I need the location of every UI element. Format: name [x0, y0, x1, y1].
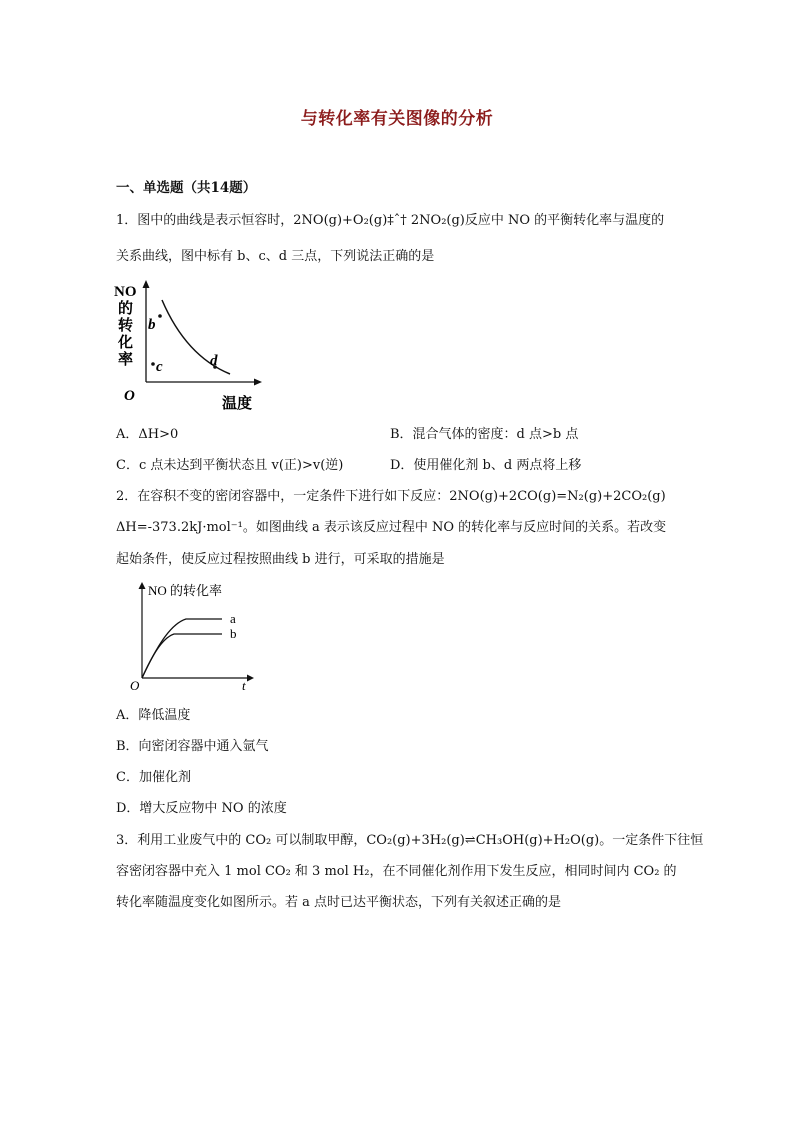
- q1-ylabel-de: 的: [118, 301, 134, 317]
- q1-stem-line-2: 关系曲线，图中标有 b、c、d 三点，下列说法正确的是: [116, 249, 435, 264]
- section-heading: 一、单选题（共14题）: [116, 180, 257, 196]
- q1-ylabel-hua: 化: [118, 335, 134, 351]
- q1-option-a[interactable]: A．ΔH>0: [116, 427, 179, 442]
- q2-figure: [126, 578, 266, 694]
- q1-ylabel-lv: 率: [118, 352, 134, 368]
- q2-xlabel: t: [242, 678, 246, 693]
- q1-option-b[interactable]: B．混合气体的密度：d 点>b 点: [390, 427, 579, 442]
- q2-ylabel: NO 的转化率: [148, 583, 223, 598]
- q1-y-arrow: [143, 280, 150, 288]
- q1-origin-label: O: [124, 388, 135, 404]
- q1-option-c[interactable]: C．c 点未达到平衡状态且 v(正)>v(逆): [116, 458, 344, 473]
- q2-curve-a-label: a: [230, 611, 236, 626]
- q2-option-a[interactable]: A．降低温度: [116, 708, 191, 723]
- q2-option-b[interactable]: B．向密闭容器中通入氩气: [116, 739, 269, 754]
- q1-point-c-dot: [151, 362, 155, 366]
- q1-point-c-label: c: [156, 359, 163, 375]
- q1-ylabel-no: NO: [114, 284, 137, 300]
- q2-origin-label: O: [130, 678, 140, 693]
- q1-figure: [112, 278, 272, 412]
- q1-x-arrow: [254, 379, 262, 386]
- page-title: 与转化率有关图像的分析: [300, 109, 494, 129]
- q2-stem-line-3: 起始条件，使反应过程按照曲线 b 进行，可采取的措施是: [116, 552, 445, 567]
- q1-xlabel: 温度: [222, 396, 253, 412]
- q2-option-c[interactable]: C．加催化剂: [116, 770, 191, 785]
- q1-stem-line-1: 1．图中的曲线是表示恒容时，2NO(g)+O₂(g)‡ˆ† 2NO₂(g)反应中 NO 的平衡转化率与温度的: [116, 213, 665, 228]
- q2-stem-line-1: 2．在容积不变的密闭容器中，一定条件下进行如下反应：2NO(g)+2CO(g)=N₂(g)+2CO₂(g): [116, 489, 666, 504]
- q1-option-d[interactable]: D．使用催化剂 b、d 两点将上移: [390, 458, 582, 473]
- q3-stem-line-2: 容密闭容器中充入 1 mol CO₂ 和 3 mol H₂，在不同催化剂作用下发生反应，相同时间内 CO₂ 的: [116, 864, 677, 879]
- q1-point-b-label: b: [148, 317, 156, 333]
- q2-stem-line-2: ΔH=-373.2kJ·mol⁻¹。如图曲线 a 表示该反应过程中 NO 的转化率与反应时间的关系。若改变: [116, 520, 667, 535]
- q2-curve-b: [142, 634, 222, 678]
- q2-y-arrow: [139, 582, 146, 589]
- q3-stem-line-1: 3．利用工业废气中的 CO₂ 可以制取甲醇，CO₂(g)+3H₂(g)⇌CH₃OH(g)+H₂O(g)。一定条件下往恒: [116, 833, 704, 848]
- q2-x-arrow: [247, 675, 254, 682]
- q1-point-b-dot: [158, 314, 162, 318]
- q1-curve: [162, 300, 230, 374]
- q2-curve-b-label: b: [230, 626, 237, 641]
- q2-option-d[interactable]: D．增大反应物中 NO 的浓度: [116, 801, 287, 816]
- q1-point-d-label: d: [210, 353, 218, 369]
- q3-stem-line-3: 转化率随温度变化如图所示。若 a 点时已达平衡状态，下列有关叙述正确的是: [116, 895, 562, 910]
- q1-ylabel-zhuan: 转: [118, 318, 134, 334]
- q2-curve-a: [142, 619, 222, 678]
